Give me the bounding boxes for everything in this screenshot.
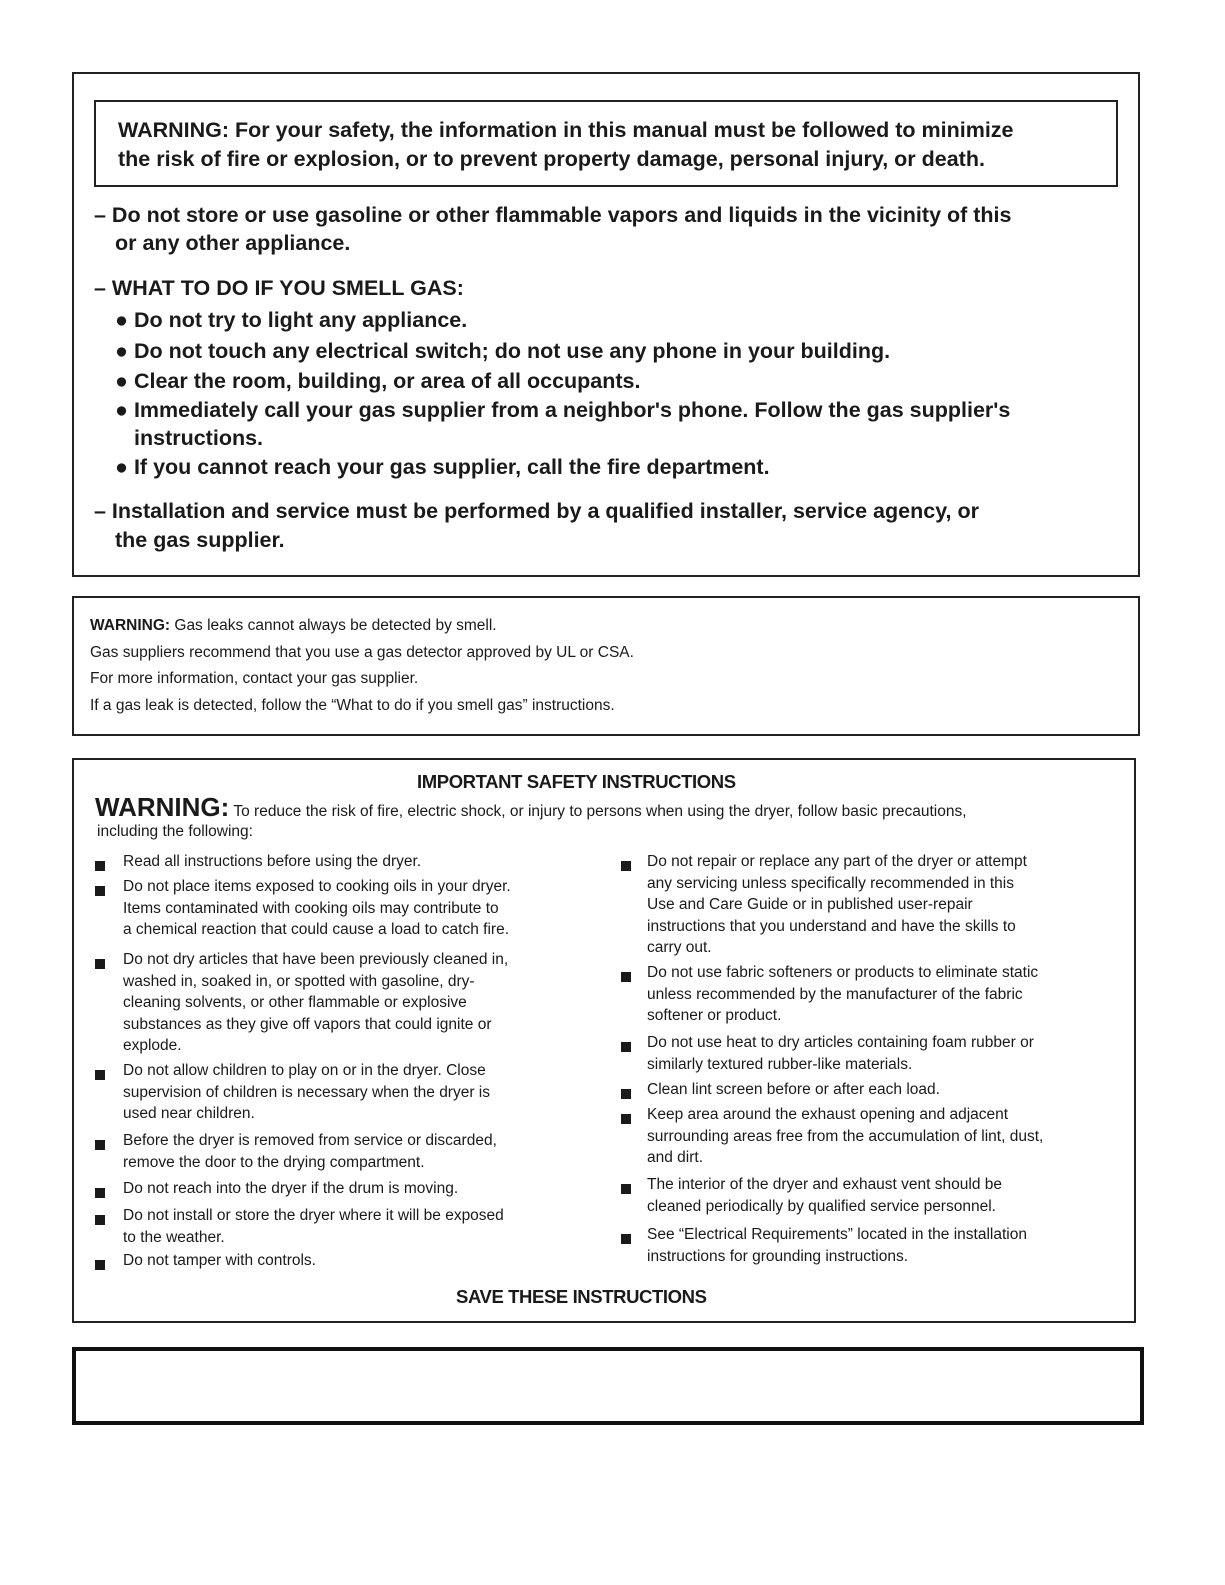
installation-line-2: the gas supplier. [115,528,285,552]
instruction-line: Before the dryer is removed from service or discarded, [123,1132,497,1149]
instruction-line: to the weather. [123,1228,225,1246]
gas-leak-info-line: Gas suppliers recommend that you use a gas detector approved by UL or CSA. [90,644,634,661]
instruction-line: instructions for grounding instructions. [647,1247,909,1265]
bullet-square-icon [95,1260,105,1270]
bullet-square-icon [95,1140,105,1150]
instruction-line: Do not use heat to dry articles containing foam rubber or [647,1034,1034,1051]
instruction-line: any servicing unless specifically recommended in this [647,874,1014,892]
gas-leak-warning-line [90,617,497,635]
instruction-line: cleaned periodically by qualified service personnel. [647,1197,996,1215]
instruction-item [647,1032,1034,1075]
instruction-line: remove the door to the drying compartment. [123,1153,425,1171]
instruction-item [647,1174,1002,1217]
instruction-line: carry out. [647,939,712,956]
instruction-line: Keep area around the exhaust opening and adjacent [647,1106,1009,1123]
smell-gas-item: ● Immediately call your gas supplier from a neighbor's phone. Follow the gas supplier's [115,398,1011,422]
instruction-item [647,962,1038,1027]
warning-label: WARNING: [95,792,230,822]
bullet-square-icon [95,861,105,871]
instruction-line: Do not reach into the dryer if the drum is moving. [123,1180,459,1197]
instruction-line: Do not repair or replace any part of the dryer or attempt [647,853,1027,870]
instruction-line: Read all instructions before using the dryer. [123,853,422,870]
warning-text: Gas leaks cannot always be detected by smell. [170,617,497,634]
instruction-item [647,1104,1043,1169]
instruction-item [123,1178,458,1200]
storage-warning-line-2: or any other appliance. [115,231,351,255]
smell-gas-item: ● Do not touch any electrical switch; do not use any phone in your building. [115,339,891,363]
smell-gas-item: ● If you cannot reach your gas supplier, call the fire department. [115,455,770,479]
smell-gas-heading: – WHAT TO DO IF YOU SMELL GAS: [94,276,464,300]
instruction-item [123,876,511,941]
smell-gas-item: ● Clear the room, building, or area of all occupants. [115,369,641,393]
instruction-line: cleaning solvents, or other flammable or explosive [123,994,467,1011]
gas-leak-info-line: For more information, contact your gas supplier. [90,670,419,687]
instruction-line: used near children. [123,1105,255,1122]
instruction-line: instructions that you understand and have the skills to [647,917,1016,935]
instruction-line: Do not dry articles that have been previously cleaned in, [123,951,509,968]
bullet-square-icon [621,861,631,871]
bullet-square-icon [95,1070,105,1080]
instruction-line: The interior of the dryer and exhaust vent should be [647,1176,1002,1193]
instruction-line: washed in, soaked in, or spotted with gasoline, dry- [123,972,475,990]
instruction-line: supervision of children is necessary when the dryer is [123,1083,491,1101]
instruction-item [647,1224,1027,1267]
instruction-line: Do not place items exposed to cooking oils in your dryer. [123,878,511,895]
bullet-square-icon [95,1215,105,1225]
instruction-item [123,1130,497,1173]
bullet-square-icon [621,1234,631,1244]
installation-line-1: – Installation and service must be performed by a qualified installer, service agency, or [94,499,980,523]
bullet-square-icon [621,1184,631,1194]
instruction-line: Do not use fabric softeners or products to eliminate static [647,964,1039,981]
bullet-square-icon [95,886,105,896]
instruction-line: surrounding areas free from the accumulation of lint, dust, [647,1127,1044,1145]
smell-gas-item: ● Do not try to light any appliance. [115,308,468,332]
instruction-line: Clean lint screen before or after each load. [647,1081,940,1098]
instruction-line: substances as they give off vapors that could ignite or [123,1015,492,1033]
dryer-warning-line-1 [95,792,967,823]
bullet-square-icon [621,972,631,982]
instruction-line: similarly textured rubber-like materials. [647,1055,913,1073]
smell-gas-item-continued: instructions. [134,426,264,450]
instruction-item [123,1060,490,1125]
bullet-square-icon [621,1114,631,1124]
instruction-line: Items contaminated with cooking oils may contribute to [123,899,499,917]
safety-warning-line-1: WARNING: For your safety, the information in this manual must be followed to minimize [118,118,1014,142]
warning-text: To reduce the risk of fire, electric shock, or injury to persons when using the dryer, follow basic precautions, [229,803,967,820]
save-instructions-footer: SAVE THESE INSTRUCTIONS [456,1286,707,1307]
instruction-item [647,851,1027,959]
empty-notice-box [72,1347,1144,1425]
bullet-square-icon [95,1188,105,1198]
instruction-line: Do not allow children to play on or in the dryer. Close [123,1062,486,1079]
instruction-line: Do not tamper with controls. [123,1252,316,1269]
instruction-line: softener or product. [647,1007,782,1024]
section-title: IMPORTANT SAFETY INSTRUCTIONS [417,771,736,792]
bullet-square-icon [621,1042,631,1052]
bullet-square-icon [621,1089,631,1099]
instruction-item [647,1079,940,1101]
gas-leak-info-line: If a gas leak is detected, follow the “What to do if you smell gas” instructions. [90,697,615,714]
dryer-warning-line-2: including the following: [97,823,253,840]
instruction-line: Use and Care Guide or in published user-repair [647,896,973,913]
instruction-line: unless recommended by the manufacturer of the fabric [647,985,1023,1003]
warning-label: WARNING: [90,617,171,634]
storage-warning-line-1: – Do not store or use gasoline or other flammable vapors and liquids in the vicinity of this [94,203,1012,227]
instruction-line: a chemical reaction that could cause a load to catch fire. [123,921,509,938]
instruction-line: explode. [123,1037,182,1054]
safety-warning-line-2: the risk of fire or explosion, or to prevent property damage, personal injury, or death. [118,147,985,171]
instruction-item [123,1205,504,1248]
instruction-line: See “Electrical Requirements” located in the installation [647,1226,1027,1243]
instruction-item [123,851,421,873]
bullet-square-icon [95,959,105,969]
instruction-line: Do not install or store the dryer where it will be exposed [123,1207,504,1224]
instruction-item [123,949,508,1057]
instruction-item [123,1250,316,1272]
instruction-line: and dirt. [647,1149,704,1166]
